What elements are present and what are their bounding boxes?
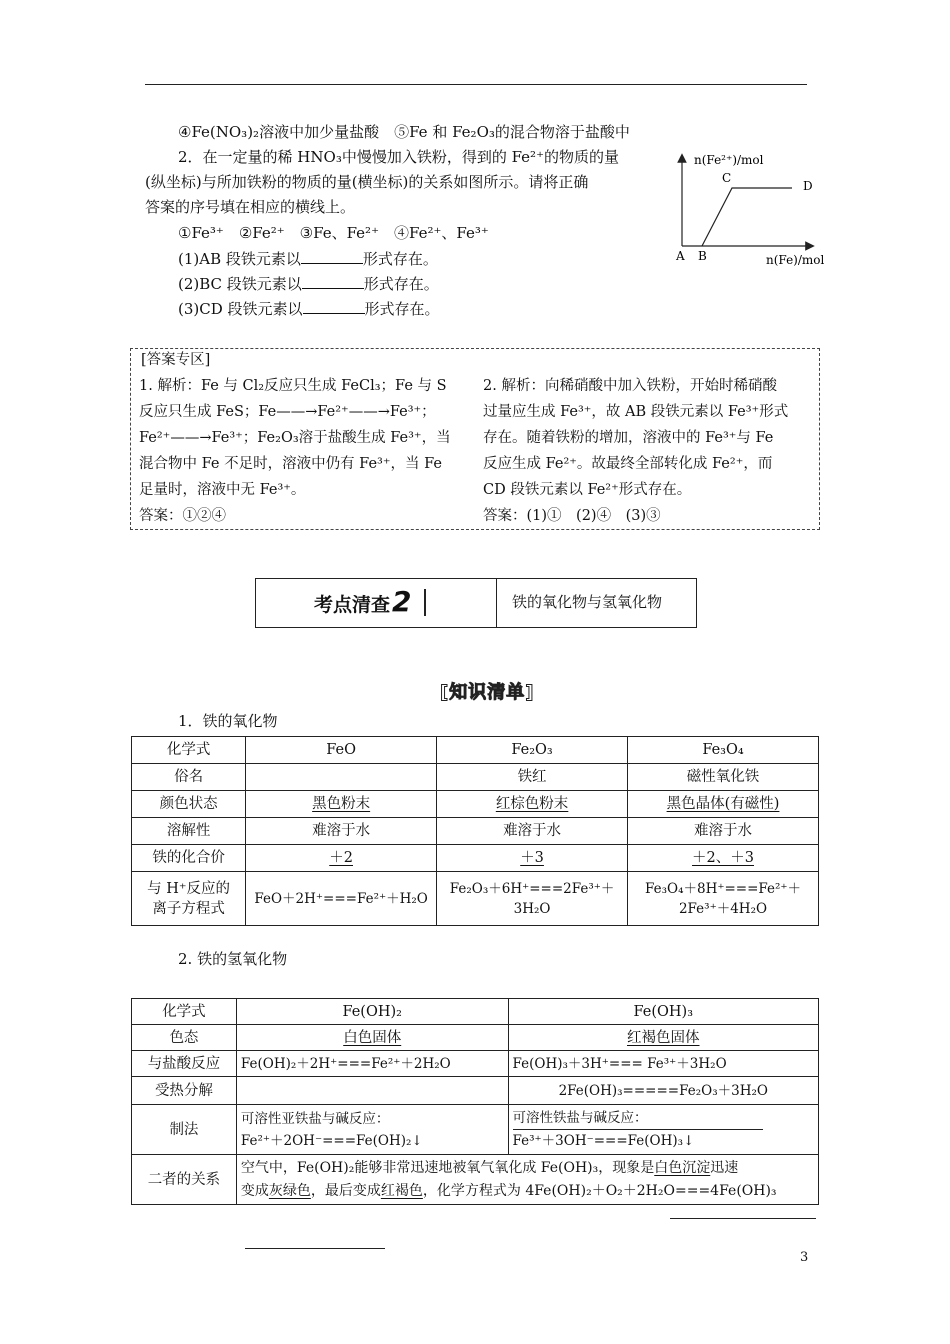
options: ①Fe³⁺ ②Fe²⁺ ③Fe、Fe²⁺ ④Fe²⁺、Fe³⁺ <box>178 224 489 242</box>
row-label: 铁的化合价 <box>132 845 246 872</box>
row-label: 颜色状态 <box>132 791 246 818</box>
table-cell: 白色固体 <box>236 1025 508 1051</box>
relation-highlight: 白色沉淀 <box>654 1159 711 1176</box>
q2-line1: 2．在一定量的稀 HNO₃中慢慢加入铁粉，得到的 Fe²⁺的物质的量 <box>178 148 619 166</box>
table-cell <box>236 1077 508 1105</box>
table-row <box>132 1025 819 1051</box>
relation-line1 <box>241 1157 814 1180</box>
table-cell: 2Fe(OH)₃=====Fe₂O₃＋3H₂O <box>508 1077 818 1105</box>
table-cell: 黑色粉末 <box>246 791 437 818</box>
banner-divider <box>424 589 426 616</box>
table-row <box>132 818 819 845</box>
table-cell: 黑色晶体(有磁性) <box>628 791 819 818</box>
item-4-text: ④Fe(NO₃)₂溶液中加少量盐酸 <box>178 123 380 141</box>
table-cell: 难溶于水 <box>437 818 628 845</box>
reaction-fe2o3-line2: 3H₂O <box>513 900 551 917</box>
hydroxides-heading: 2. 铁的氢氧化物 <box>178 950 288 968</box>
answer-left-5: 足量时，溶液中无 Fe³⁺。 <box>139 482 306 498</box>
blank-2-prefix: (2)BC 段铁元素以 <box>178 275 302 293</box>
answer-right-2: 过量应生成 Fe³⁺，故 AB 段铁元素以 Fe³⁺形式 <box>483 404 789 420</box>
section-banner <box>255 578 697 628</box>
item-5-text: ⑤Fe 和 Fe₂O₃的混合物溶于盐酸中 <box>394 123 630 141</box>
reaction-label-line1: 与 H⁺反应的 <box>147 880 231 897</box>
table-cell: ＋2 <box>246 845 437 872</box>
knowledge-heading: [知识清单] <box>440 682 535 703</box>
relation-highlight: 红褐色 <box>380 1182 423 1199</box>
reaction-fe2o3 <box>437 872 628 926</box>
point-d-label: D <box>803 179 813 193</box>
answer-blank-2[interactable] <box>302 274 364 289</box>
reaction-feo: FeO＋2H⁺===Fe²⁺＋H₂O <box>246 872 437 926</box>
q2-line2: (纵坐标)与所加铁粉的物质的量(横坐标)的关系如图所示。请将正确 <box>145 173 589 191</box>
oxides-header-cell: Fe₃O₄ <box>628 737 819 764</box>
answer-left-6: 答案：①②④ <box>139 508 226 524</box>
relation-line2 <box>241 1180 814 1203</box>
oxides-table <box>131 736 819 926</box>
x-axis-label: n(Fe)/mol <box>766 253 825 267</box>
table-row <box>132 764 819 791</box>
table-row <box>132 791 819 818</box>
answer-blank-3[interactable] <box>303 299 365 314</box>
table-row <box>132 1105 819 1155</box>
banner-label <box>314 585 412 619</box>
blank-2-suffix: 形式存在。 <box>363 275 439 293</box>
answer-right-6: 答案：(1)① (2)④ (3)③ <box>483 508 661 524</box>
reaction-label-line2: 离子方程式 <box>152 900 225 917</box>
blank-1-suffix: 形式存在。 <box>362 250 438 268</box>
table-cell: Fe(OH)₂＋2H⁺===Fe²⁺＋2H₂O <box>236 1051 508 1077</box>
point-b-label: B <box>698 249 707 263</box>
answer-right-4: 反应生成 Fe²⁺。故最终全部转化成 Fe²⁺，而 <box>483 456 773 472</box>
table-cell: ＋3 <box>437 845 628 872</box>
table-row <box>132 845 819 872</box>
oxides-header-cell: FeO <box>246 737 437 764</box>
hydroxides-header-row <box>132 999 819 1025</box>
banner-label-box <box>256 579 497 627</box>
row-label: 色态 <box>132 1025 237 1051</box>
row-label: 受热分解 <box>132 1077 237 1105</box>
table-cell: 磁性氧化铁 <box>628 764 819 791</box>
table-row <box>132 1051 819 1077</box>
page-number: 3 <box>800 1250 809 1265</box>
table-cell: 红棕色粉末 <box>437 791 628 818</box>
blank-1-prefix: (1)AB 段铁元素以 <box>178 250 301 268</box>
reaction-fe3o4 <box>628 872 819 926</box>
prep-fe3-line2: Fe³⁺＋3OH⁻===Fe(OH)₃↓ <box>512 1133 695 1149</box>
answer-left-3: Fe²⁺——→Fe³⁺；Fe₂O₃溶于盐酸生成 Fe³⁺，当 <box>139 430 451 446</box>
table-cell: ＋2、＋3 <box>628 845 819 872</box>
header-rule <box>145 84 807 85</box>
blank-3 <box>178 298 440 320</box>
table-row <box>132 872 819 926</box>
relation-highlight: 灰绿色 <box>268 1182 311 1199</box>
row-label <box>132 872 246 926</box>
table-cell: 红褐色固体 <box>508 1025 818 1051</box>
hydroxides-table <box>131 998 819 1205</box>
point-c-label: C <box>722 171 732 185</box>
prep-fe3 <box>508 1105 818 1155</box>
answer-right-3: 存在。随着铁粉的增加，溶液中的 Fe³⁺与 Fe <box>483 430 774 446</box>
equation-rule <box>670 1218 816 1219</box>
oxides-header-cell: Fe₂O₃ <box>437 737 628 764</box>
oxides-heading: 1．铁的氧化物 <box>178 712 278 730</box>
table-cell: 铁红 <box>437 764 628 791</box>
relation-text: 空气中，Fe(OH)₂能够非常迅速地被氧气氧化成 Fe(OH)₃，现象是 <box>240 1159 655 1176</box>
row-label: 与盐酸反应 <box>132 1051 237 1077</box>
table-cell: 难溶于水 <box>628 818 819 845</box>
row-label: 二者的关系 <box>132 1155 237 1205</box>
answer-right-1: 2. 解析：向稀硝酸中加入铁粉，开始时稀硝酸 <box>483 378 777 394</box>
answer-box <box>130 348 820 530</box>
reaction-fe2o3-line1: Fe₂O₃＋6H⁺===2Fe³⁺＋ <box>449 880 615 897</box>
blank-3-suffix: 形式存在。 <box>364 300 440 318</box>
reaction-fe3o4-line1: Fe₃O₄＋8H⁺===Fe²⁺＋ <box>644 880 802 897</box>
prep-fe3-line1: 可溶性铁盐与碱反应： <box>513 1107 763 1130</box>
banner-number: 2 <box>392 585 412 618</box>
table-cell <box>246 764 437 791</box>
answer-header: [答案专区] <box>141 352 211 368</box>
answer-left-2: 反应只生成 FeS；Fe——→Fe²⁺——→Fe³⁺； <box>139 404 436 420</box>
point-a-label: A <box>676 249 685 263</box>
prep-fe2-line1: 可溶性亚铁盐与碱反应： <box>240 1110 390 1127</box>
oxides-header-row <box>132 737 819 764</box>
answer-left-4: 混合物中 Fe 不足时，溶液中仍有 Fe³⁺，当 Fe <box>139 456 442 472</box>
item-4 <box>178 121 630 143</box>
relation-text: 变成 <box>240 1182 269 1199</box>
row-label: 制法 <box>132 1105 237 1155</box>
table-cell: Fe(OH)₃＋3H⁺=== Fe³⁺＋3H₂O <box>508 1051 818 1077</box>
relation-text: ，最后变成 <box>310 1182 381 1199</box>
blank-1 <box>178 248 438 270</box>
fe-graph <box>670 148 840 270</box>
blank-2 <box>178 273 439 295</box>
relation-text: 迅速 <box>710 1159 739 1176</box>
oxides-header-cell: 化学式 <box>132 737 246 764</box>
y-axis-label: n(Fe²⁺)/mol <box>694 153 764 167</box>
row-label: 俗名 <box>132 764 246 791</box>
answer-left-1: 1. 解析：Fe 与 Cl₂反应只生成 FeCl₃；Fe 与 S <box>139 378 447 394</box>
answer-blank-1[interactable] <box>301 249 363 264</box>
table-row <box>132 1077 819 1105</box>
graph-line <box>702 188 792 246</box>
hydroxides-header-cell: Fe(OH)₂ <box>236 999 508 1025</box>
blank-3-prefix: (3)CD 段铁元素以 <box>178 300 303 318</box>
footnote-rule <box>245 1248 385 1249</box>
table-row <box>132 1155 819 1205</box>
table-cell: 难溶于水 <box>246 818 437 845</box>
hydroxides-header-cell: 化学式 <box>132 999 237 1025</box>
row-label: 溶解性 <box>132 818 246 845</box>
reaction-fe3o4-line2: 2Fe³⁺＋4H₂O <box>678 900 768 917</box>
banner-title: 铁的氧化物与氢氧化物 <box>512 593 663 611</box>
relation-text: ，化学方程式为 4Fe(OH)₂＋O₂＋2H₂O===4Fe(OH)₃ <box>422 1182 777 1199</box>
prep-fe2 <box>236 1105 508 1155</box>
answer-right-5: CD 段铁元素以 Fe²⁺形式存在。 <box>483 482 692 498</box>
relation-cell <box>236 1155 818 1205</box>
banner-label-text: 考点清查 <box>314 594 391 616</box>
prep-fe2-line2: Fe²⁺＋2OH⁻===Fe(OH)₂↓ <box>240 1132 423 1149</box>
hydroxides-header-cell: Fe(OH)₃ <box>508 999 818 1025</box>
q2-line3: 答案的序号填在相应的横线上。 <box>145 198 356 216</box>
